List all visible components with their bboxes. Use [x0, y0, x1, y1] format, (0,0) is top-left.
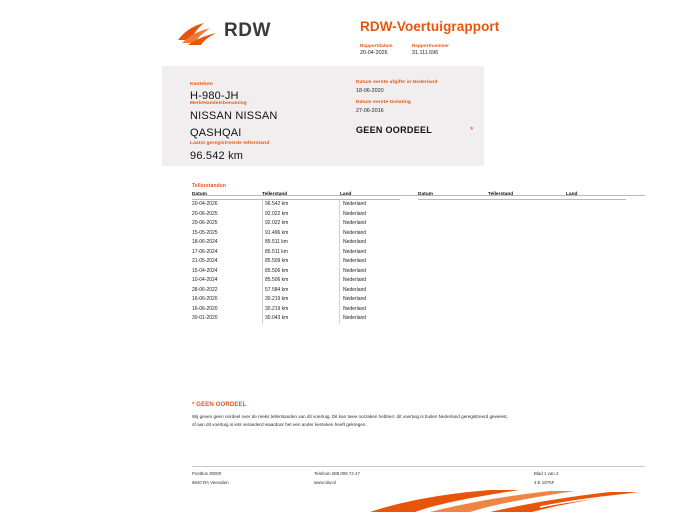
cell-land: Nederland — [343, 286, 367, 293]
col-header-datum: Datum — [192, 192, 207, 197]
cell-datum: 15-05-2025 — [192, 229, 218, 236]
odometer-table-section — [192, 183, 645, 324]
footnote-title: * GEEN OORDEEL — [192, 402, 247, 408]
cell-tellerstand: 85.509 km — [262, 257, 340, 267]
footer-rule — [192, 466, 645, 467]
footnote-body: Wij geven geen oordeel over de reeks tellerstanden van dit voertuig. Dit kan twee oorzaken hebben: dit voertuig is buiten Nederland geregistreerd geweest, of aan dit voertuig is iets veranderd waardoor het een ander kenteken heeft gekregen. — [192, 414, 508, 427]
cell-tellerstand: 30.219 km — [262, 305, 340, 315]
table-row — [192, 276, 418, 286]
odometer-table-left-column — [192, 192, 418, 324]
cell-datum: 16-06-2020 — [192, 305, 218, 312]
cell-land: Nederland — [343, 201, 367, 207]
kenteken-value: H-980-JH — [190, 90, 239, 102]
cell-land: Nederland — [343, 296, 367, 302]
verdict-footnote — [192, 402, 512, 428]
rdw-logo — [176, 18, 286, 52]
first-admission-block — [356, 100, 411, 114]
col-header-land: Land — [340, 192, 352, 197]
kenteken-label: Kenteken — [190, 82, 213, 87]
table-row — [192, 257, 418, 267]
table-row — [192, 314, 418, 324]
cell-land: Nederland — [343, 239, 367, 245]
report-title: RDW-Voertuigrapport — [360, 19, 500, 34]
cell-land: Nederland — [343, 267, 367, 274]
cell-tellerstand: 85.506 km — [262, 267, 340, 277]
table-row — [192, 305, 418, 315]
first-admission-value: 27-06-2016 — [356, 108, 384, 114]
footer-pagination — [534, 471, 644, 489]
footer-address — [192, 471, 314, 489]
col-header-tellerstand-right: Tellerstand — [488, 192, 514, 197]
col-header-datum-right: Datum — [418, 192, 433, 197]
odometer-table-caption: Tellerstanden — [192, 183, 227, 189]
cell-tellerstand: 92.022 km — [262, 219, 340, 229]
verdict-asterisk: * — [470, 125, 474, 135]
cell-tellerstand: 85.511 km — [262, 248, 340, 258]
cell-datum: 16-06-2020 — [192, 296, 218, 302]
last-odometer-label: Laatst geregistreerde tellerstand — [190, 141, 270, 146]
cell-tellerstand: 91.496 km — [262, 229, 340, 239]
table-row — [192, 248, 418, 258]
footer-page-number: Blad 1 van 2 — [534, 471, 559, 476]
last-odometer-block — [190, 141, 269, 162]
cell-tellerstand: 85.511 km — [262, 238, 340, 248]
cell-land: Nederland — [343, 248, 367, 255]
table-header-row — [192, 192, 418, 199]
merk-label: Merk/Handelsbenaming — [190, 101, 247, 106]
cell-tellerstand: 57.584 km — [262, 286, 340, 296]
first-registration-nl-value: 18-06-2020 — [356, 88, 384, 94]
merk-value-line2: QASHQAI — [190, 127, 242, 139]
cell-tellerstand: 30.043 km — [262, 314, 340, 324]
report-date-value: 20-04-2026 — [360, 50, 388, 56]
cell-datum: 20-06-2025 — [192, 220, 218, 226]
cell-datum: 18-06-2024 — [192, 239, 218, 245]
cell-datum: 28-06-2022 — [192, 286, 218, 293]
cell-datum: 10-04-2024 — [192, 277, 218, 283]
table-row — [192, 267, 418, 277]
document-footer — [192, 471, 645, 489]
vehicle-dates-panel — [356, 66, 484, 166]
merk-block — [190, 101, 278, 140]
report-meta — [360, 43, 502, 56]
table-header-rule-right — [418, 199, 626, 200]
table-row — [192, 219, 418, 229]
verdict-badge: GEEN OORDEEL — [356, 125, 433, 135]
table-row — [192, 229, 418, 239]
cell-datum: 30-01-2020 — [192, 315, 218, 321]
cell-land: Nederland — [343, 220, 367, 226]
last-odometer-value: 96.542 km — [190, 150, 244, 162]
rdw-flame-icon — [176, 20, 218, 46]
cell-tellerstand: 96.542 km — [262, 200, 340, 210]
table-row — [192, 200, 418, 210]
rdw-bottom-flame-graphic — [370, 488, 645, 514]
first-admission-label: Datum eerste toelating — [356, 100, 412, 105]
cell-tellerstand: 30.219 km — [262, 295, 340, 305]
cell-datum: 20-04-2026 — [192, 201, 218, 207]
first-registration-nl-block — [356, 80, 437, 94]
odometer-table-right-column — [418, 192, 645, 324]
cell-datum: 21-05-2024 — [192, 258, 218, 264]
merk-value-line1: NISSAN NISSAN — [190, 110, 278, 122]
footer-form-code: 3 E 1875F — [534, 480, 555, 485]
table-row — [192, 210, 418, 220]
table-row — [192, 295, 418, 305]
footer-address-line1: Postbus 30000 — [192, 471, 222, 476]
kenteken-block — [190, 82, 239, 102]
cell-tellerstand: 92.022 km — [262, 210, 340, 220]
cell-land: Nederland — [343, 315, 367, 321]
cell-land: Nederland — [343, 229, 367, 236]
footer-website[interactable]: www.rdw.nl — [314, 480, 336, 485]
table-row — [192, 238, 418, 248]
table-row — [192, 286, 418, 296]
report-number-label: Rapportnummer — [412, 43, 450, 48]
cell-datum: 17-06-2024 — [192, 248, 218, 255]
rdw-wordmark: RDW — [224, 20, 271, 41]
cell-land: Nederland — [343, 277, 367, 283]
col-header-tellerstand: Tellerstand — [262, 192, 288, 197]
cell-tellerstand: 85.506 km — [262, 276, 340, 286]
table-body-left — [192, 200, 418, 324]
table-header-row-right — [418, 192, 645, 199]
cell-datum: 15-04-2024 — [192, 267, 218, 274]
first-registration-nl-label: Datum eerste afgifte in Nederland — [356, 80, 438, 85]
footer-contact — [314, 471, 534, 489]
report-date-label: Rapportdatum — [360, 43, 393, 48]
cell-land: Nederland — [343, 210, 367, 217]
cell-datum: 20-06-2025 — [192, 210, 218, 217]
footer-phone: Telefoon 088 008 74 47 — [314, 471, 360, 476]
footer-address-line2: 9640 RA Veendam — [192, 480, 229, 485]
report-number-value: 31.111.696 — [412, 50, 439, 56]
cell-land: Nederland — [343, 258, 367, 264]
cell-land: Nederland — [343, 305, 367, 312]
document-header — [162, 10, 645, 58]
col-header-land-right: Land — [566, 192, 578, 197]
